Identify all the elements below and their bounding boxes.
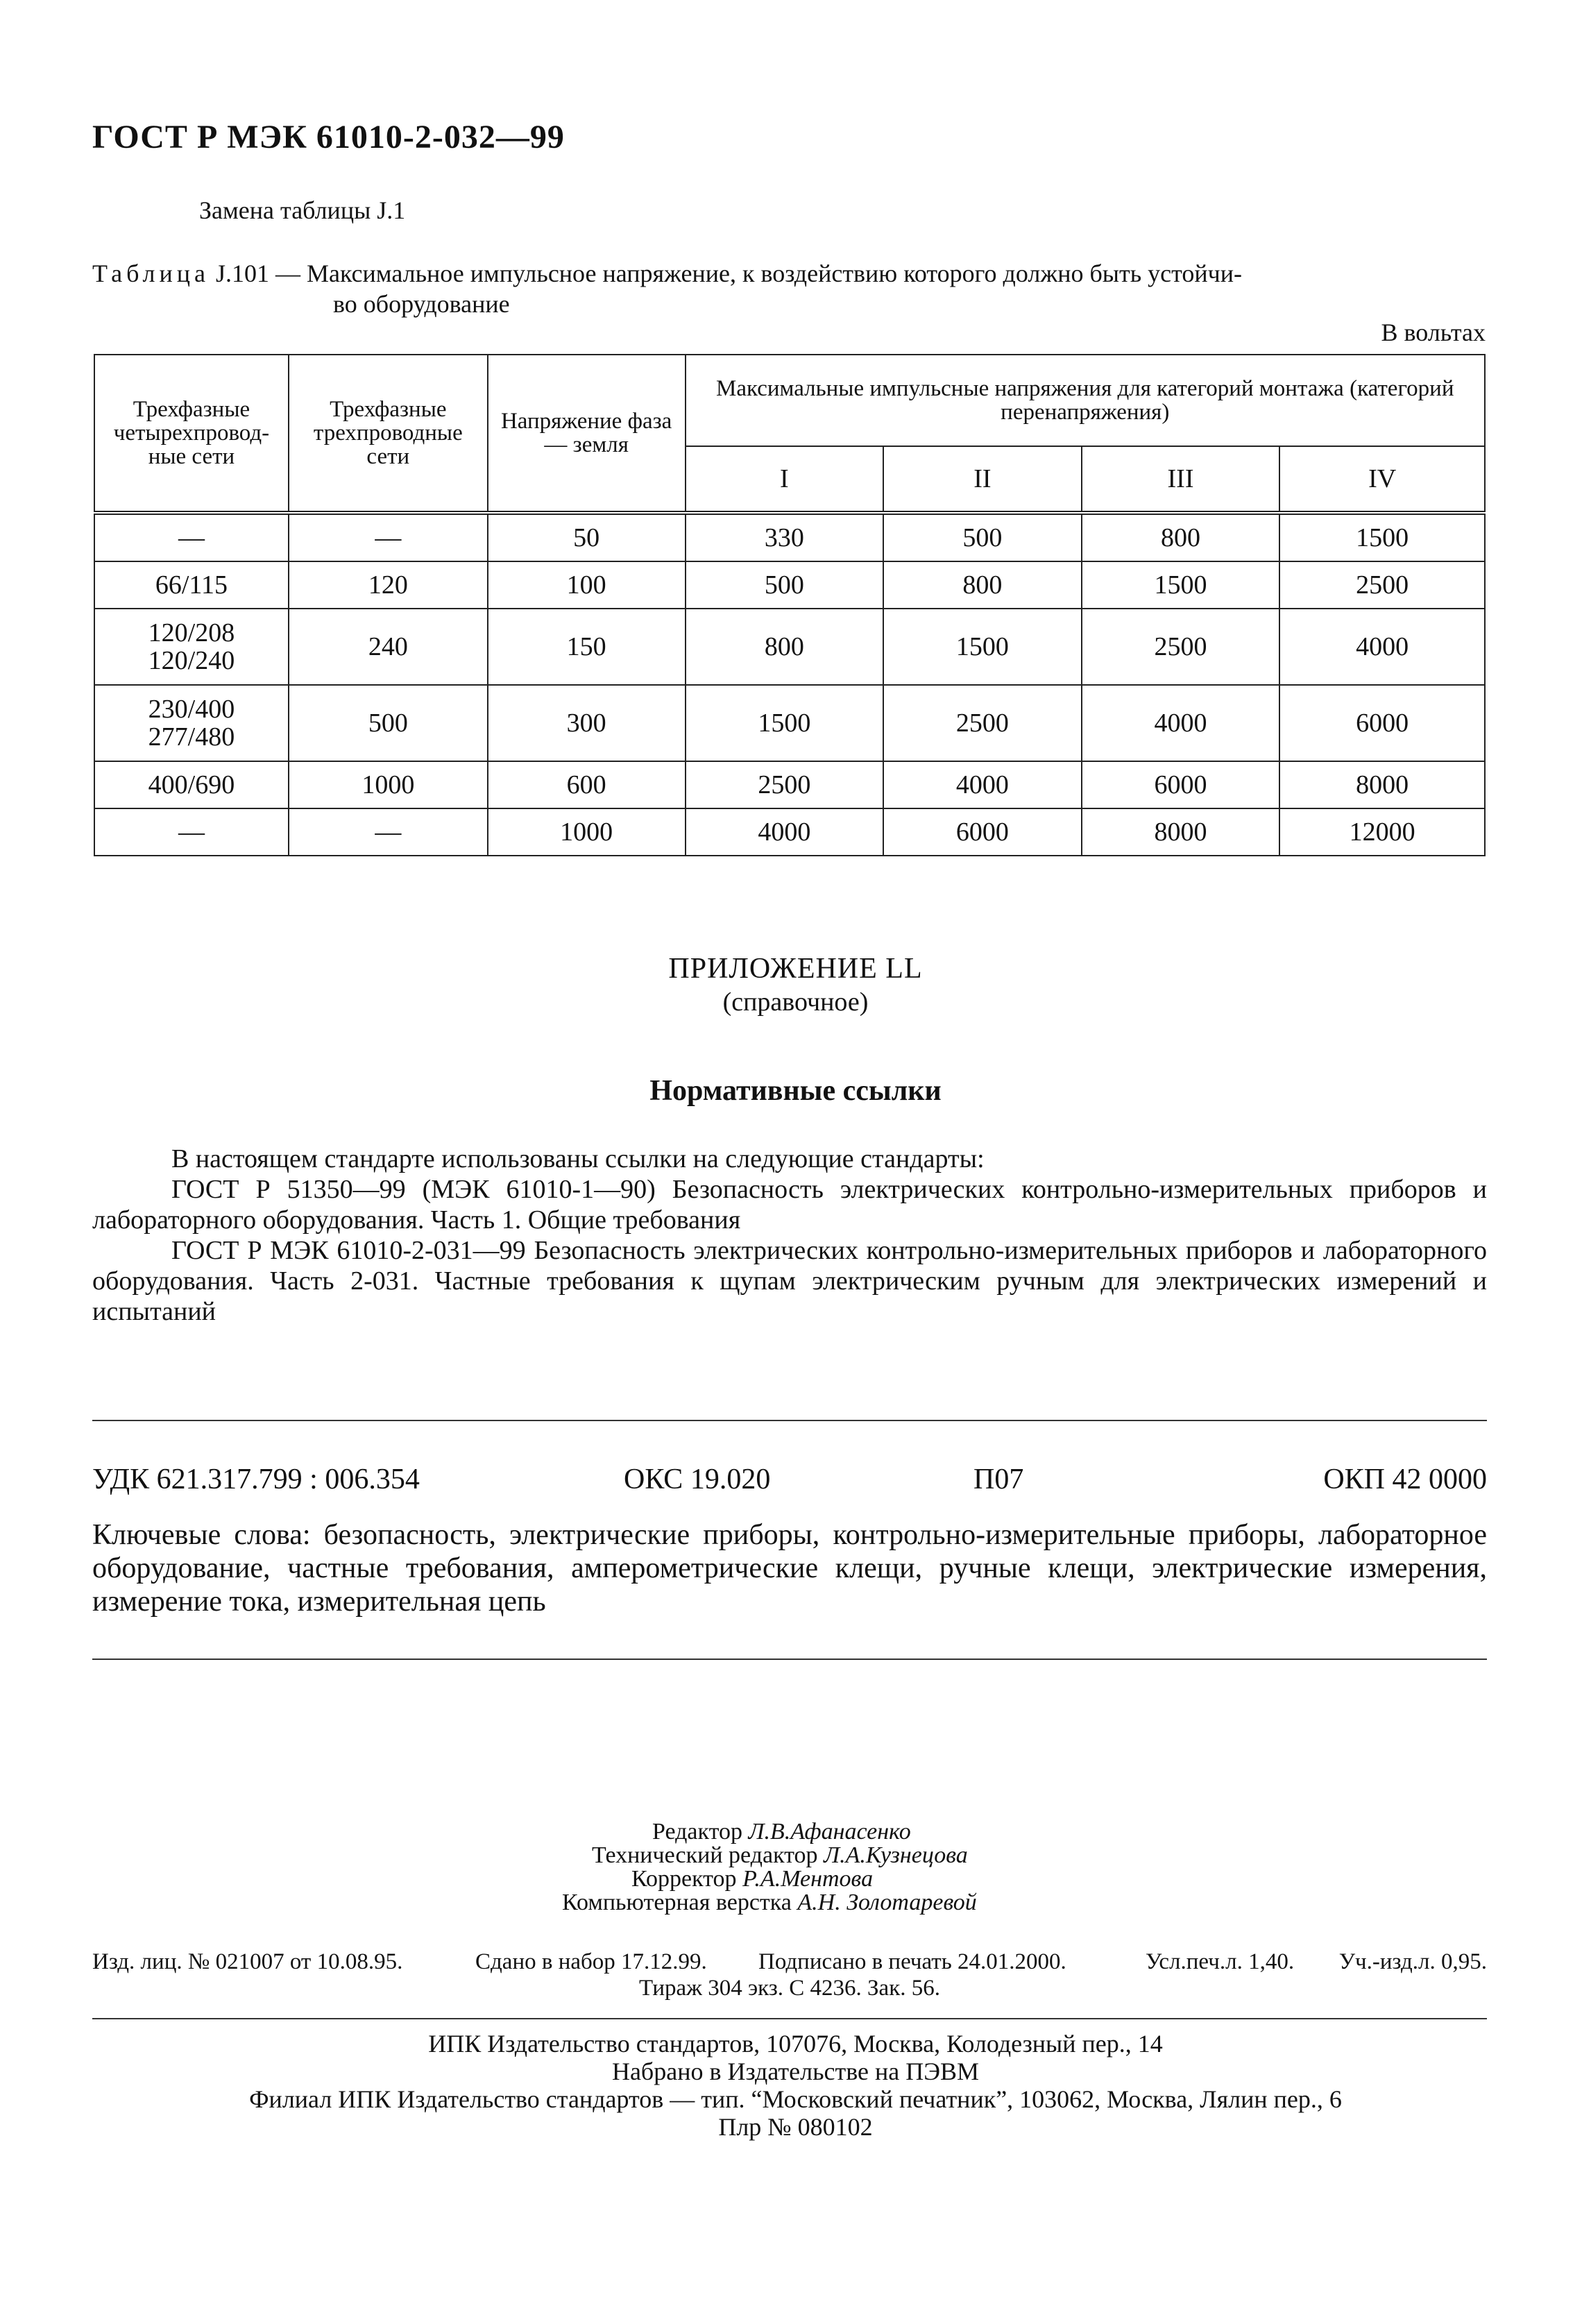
publisher-block (0, 2030, 1591, 2141)
udk-code: УДК 621.317.799 : 006.354 (92, 1464, 420, 1495)
table-replacement-note: Замена таблицы J.1 (199, 196, 406, 224)
table-row (94, 561, 1485, 609)
table-cell: 66/115 (94, 561, 289, 609)
table-cell: 8000 (1279, 761, 1485, 808)
table-cell: 330 (686, 513, 884, 561)
publisher-line: Филиал ИПК Издательство стандартов — тип. “Московский печатник”, 103062, Москва, Лялин пер., 6 (249, 2085, 1342, 2113)
table-cell: 4000 (686, 808, 884, 856)
divider (92, 2018, 1487, 2019)
table-cell: 800 (883, 561, 1082, 609)
column-header-phase-earth: Напряжение фаза — земля (488, 355, 686, 513)
divider (92, 1420, 1487, 1421)
tech-editor-label: Технический редактор (592, 1842, 818, 1868)
signed-date: Подписано в печать 24.01.2000. (758, 1949, 1066, 1974)
normative-references-title: Нормативные ссылки (649, 1075, 942, 1107)
table-row (94, 685, 1485, 761)
references-intro: В настоящем стандарте использованы ссылки на следующие стандарты: (171, 1144, 985, 1173)
publisher-line: Плр № 080102 (718, 2113, 873, 2141)
divider (92, 1659, 1487, 1660)
table-cell: 12000 (1279, 808, 1485, 856)
table-cell: — (94, 513, 289, 561)
column-header-max-impulse: Максимальные импульсные напряжения для категорий монтажа (категорий перенапряжения) (686, 355, 1485, 446)
layout-label: Компьютерная верстка (562, 1890, 792, 1915)
tech-editor-name: Л.А.Кузнецова (824, 1842, 968, 1868)
okp-code: ОКП 42 0000 (1323, 1464, 1487, 1495)
editor-credit (652, 1820, 911, 1844)
table-cell: 150 (488, 609, 686, 685)
layout-credit (562, 1891, 977, 1915)
table-cell: 300 (488, 685, 686, 761)
table-cell: 4000 (1279, 609, 1485, 685)
document-header: ГОСТ Р МЭК 61010-2-032—99 (92, 119, 565, 155)
table-cell: — (289, 808, 488, 856)
table-cell: — (94, 808, 289, 856)
appendix-title: ПРИЛОЖЕНИЕ LL (668, 953, 923, 985)
table-row (94, 609, 1485, 685)
print-run: Тираж 304 экз. С 4236. Зак. 56. (639, 1976, 940, 2001)
license-info: Изд. лиц. № 021007 от 10.08.95. (92, 1949, 403, 1974)
table-cell: 2500 (686, 761, 884, 808)
tech-editor-credit (592, 1844, 968, 1867)
column-header-cat-ii: II (883, 446, 1082, 513)
table-cell: 1000 (289, 761, 488, 808)
publisher-line: ИПК Издательство стандартов, 107076, Москва, Колодезный пер., 14 (428, 2030, 1163, 2058)
table-cell: 800 (686, 609, 884, 685)
p-code: П07 (973, 1464, 1024, 1495)
table-cell: 400/690 (94, 761, 289, 808)
table-row (94, 808, 1485, 856)
corrector-name: Р.А.Ментова (742, 1866, 874, 1892)
column-header-cat-i: I (686, 446, 884, 513)
table-row (94, 513, 1485, 561)
table-cell: 500 (289, 685, 488, 761)
corrector-label: Корректор (631, 1866, 737, 1892)
table-cell: 50 (488, 513, 686, 561)
table-cell: 1500 (883, 609, 1082, 685)
editor-label: Редактор (652, 1819, 742, 1844)
impulse-voltage-table (94, 354, 1486, 856)
table-cell: 500 (686, 561, 884, 609)
table-caption (92, 258, 1487, 319)
table-cell: 1500 (686, 685, 884, 761)
table-cell: 800 (1082, 513, 1280, 561)
table-cell: 120/208 120/240 (94, 609, 289, 685)
table-cell: 500 (883, 513, 1082, 561)
oks-code: ОКС 19.020 (624, 1464, 771, 1495)
table-cell: 230/400 277/480 (94, 685, 289, 761)
column-header-three-wire: Трехфазные трехпроводные сети (289, 355, 488, 513)
column-header-cat-iv: IV (1279, 446, 1485, 513)
appendix-subtitle: (справочное) (722, 987, 869, 1017)
reference-item: ГОСТ Р 51350—99 (МЭК 61010-1—90) Безопасность электрических контрольно-измерительных приборов и лабораторного оборудования. Часть 1. Общие требования (92, 1175, 1487, 1235)
table-cell: 2500 (883, 685, 1082, 761)
table-cell: 4000 (883, 761, 1082, 808)
reference-item: ГОСТ Р МЭК 61010-2-031—99 Безопасность электрических контрольно-измерительных приборов и лабораторного оборудования. Часть 2-031. Частные требования к щупам электрическим ручным для электрических измерений и испытаний (92, 1236, 1487, 1326)
table-caption-line2: во оборудование (333, 290, 510, 318)
table-cell: 2500 (1279, 561, 1485, 609)
layout-name: А.Н. Золотаревой (797, 1890, 977, 1915)
table-cell: 1500 (1279, 513, 1485, 561)
table-units: В вольтах (1381, 319, 1486, 346)
editor-name: Л.В.Афанасенко (748, 1819, 911, 1844)
keywords: Ключевые слова: безопасность, электрические приборы, контрольно-измерительные приборы, лабораторное оборудование, частные требования, амперометрические клещи, ручные клещи, электрические измерения, измерение тока, измерительная цепь (92, 1519, 1487, 1618)
table-row (94, 761, 1485, 808)
table-cell: 600 (488, 761, 686, 808)
table-cell: 120 (289, 561, 488, 609)
table-caption-text: J.101 — Максимальное импульсное напряжение, к воздействию которого должно быть устойчи- (209, 260, 1242, 287)
table-cell: 6000 (1082, 761, 1280, 808)
table-cell: 6000 (883, 808, 1082, 856)
table-body (94, 513, 1485, 856)
table-cell: — (289, 513, 488, 561)
table-cell: 8000 (1082, 808, 1280, 856)
table-caption-label: Таблица (92, 260, 210, 287)
column-header-cat-iii: III (1082, 446, 1280, 513)
table-cell: 100 (488, 561, 686, 609)
table-cell: 4000 (1082, 685, 1280, 761)
table-cell: 1000 (488, 808, 686, 856)
table-cell: 1500 (1082, 561, 1280, 609)
corrector-credit (631, 1867, 873, 1891)
table-cell: 240 (289, 609, 488, 685)
table-cell: 2500 (1082, 609, 1280, 685)
publisher-sheets: Уч.-изд.л. 0,95. (1338, 1949, 1487, 1974)
table-cell: 6000 (1279, 685, 1485, 761)
column-header-four-wire: Трехфазные четырехпровод-ные сети (94, 355, 289, 513)
printed-sheets: Усл.печ.л. 1,40. (1146, 1949, 1295, 1974)
publisher-line: Набрано в Издательстве на ПЭВМ (611, 2058, 980, 2085)
typeset-date: Сдано в набор 17.12.99. (475, 1949, 707, 1974)
